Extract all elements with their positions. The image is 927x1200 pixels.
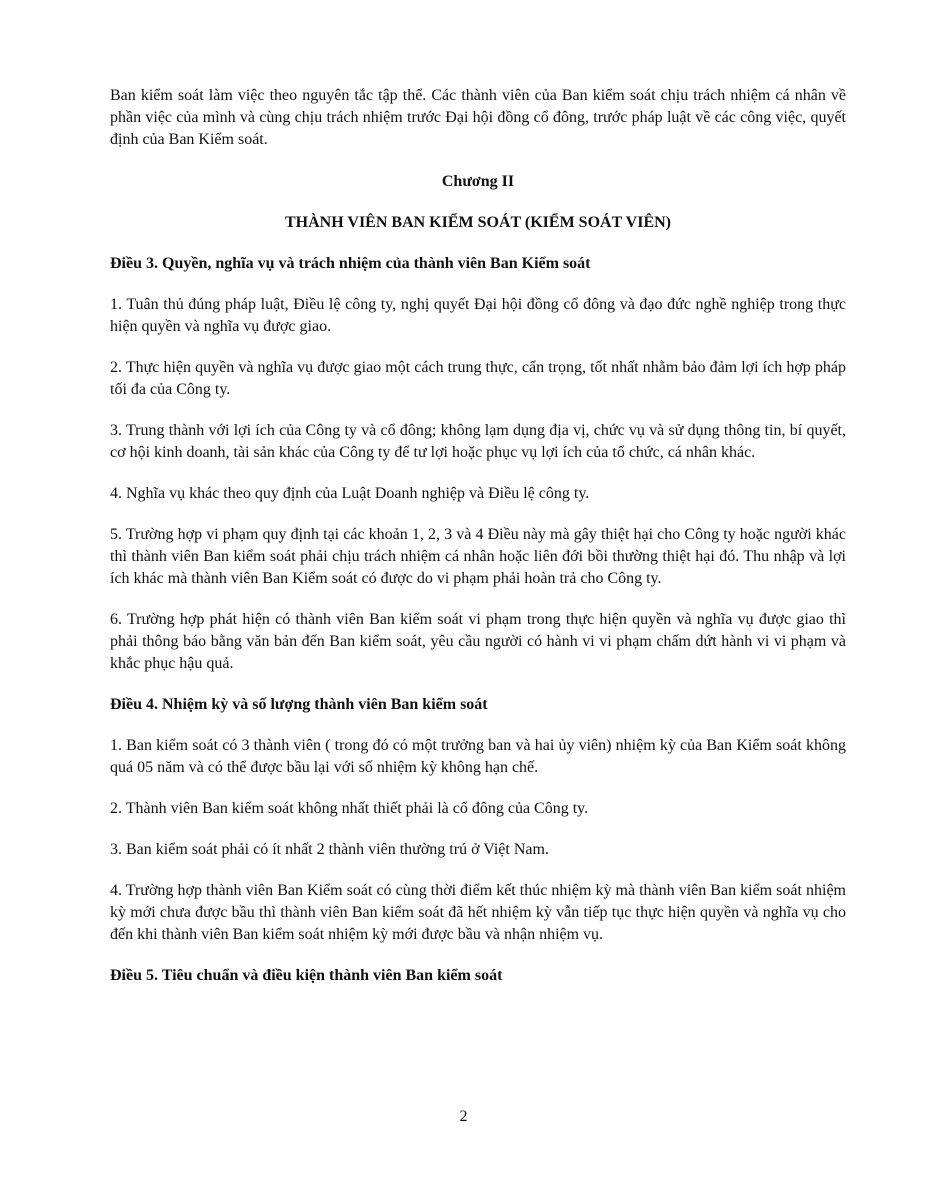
chapter-label: Chương II — [441, 173, 515, 190]
article-3-clause-1: 1. Tuân thủ đúng pháp luật, Điều lệ công ty, nghị quyết Đại hội đồng cổ đông và đạo đức nghề nghiệp trong thực hiện quyền và nghĩa vụ được giao. — [110, 296, 846, 335]
article-3-clause-4: 4. Nghĩa vụ khác theo quy định của Luật Doanh nghiệp và Điều lệ công ty. — [110, 485, 590, 502]
article-3-clause-2: 2. Thực hiện quyền và nghĩa vụ được giao một cách trung thực, cẩn trọng, tốt nhất nhằm bảo đảm lợi ích hợp pháp tối đa của Công ty. — [110, 359, 846, 398]
article-4-clause-1: 1. Ban kiểm soát có 3 thành viên ( trong đó có một trưởng ban và hai ủy viên) nhiệm kỳ của Ban Kiểm soát không quá 05 năm và có thể được bầu lại với số nhiệm kỳ không hạn chế. — [110, 737, 846, 776]
page-content — [110, 85, 846, 1006]
article-4-clause-2: 2. Thành viên Ban kiểm soát không nhất thiết phải là cổ đông của Công ty. — [110, 800, 589, 817]
article-3-heading: Điều 3. Quyền, nghĩa vụ và trách nhiệm của thành viên Ban Kiểm soát — [110, 255, 591, 272]
chapter-title: THÀNH VIÊN BAN KIỂM SOÁT (KIỂM SOÁT VIÊN) — [285, 214, 671, 231]
page-number: 2 — [459, 1108, 468, 1125]
article-5-heading: Điều 5. Tiêu chuẩn và điều kiện thành viên Ban kiểm soát — [110, 967, 503, 984]
article-3-clause-3: 3. Trung thành với lợi ích của Công ty và cổ đông; không lạm dụng địa vị, chức vụ và sử dụng thông tin, bí quyết, cơ hội kinh doanh, tài sản khác của Công ty để tư lợi hoặc phục vụ lợi ích của tổ chức, cá nhân khác. — [110, 422, 846, 461]
article-4-clause-4: 4. Trường hợp thành viên Ban Kiểm soát có cùng thời điểm kết thúc nhiệm kỳ mà thành viên Ban kiểm soát nhiệm kỳ mới chưa được bầu thì thành viên Ban kiểm soát đã hết nhiệm kỳ vẫn tiếp tục thực hiện quyền và nghĩa vụ cho đến khi thành viên Ban kiểm soát nhiệm kỳ mới được bầu và nhận nhiệm vụ. — [110, 882, 846, 943]
article-3-clause-5: 5. Trường hợp vi phạm quy định tại các khoản 1, 2, 3 và 4 Điều này mà gây thiệt hại cho Công ty hoặc người khác thì thành viên Ban kiểm soát phải chịu trách nhiệm cá nhân hoặc liên đới bồi thường thiệt hại đó. Thu nhập và lợi ích khác mà thành viên Ban Kiểm soát có được do vi phạm phải hoàn trả cho Công ty. — [110, 526, 846, 587]
article-4-heading: Điều 4. Nhiệm kỳ và số lượng thành viên Ban kiểm soát — [110, 696, 488, 713]
article-4-clause-3: 3. Ban kiểm soát phải có ít nhất 2 thành viên thường trú ở Việt Nam. — [110, 841, 549, 858]
intro-paragraph: Ban kiểm soát làm việc theo nguyên tắc tập thể. Các thành viên của Ban kiểm soát chịu trách nhiệm cá nhân về phần việc của mình và cùng chịu trách nhiệm trước Đại hội đồng cổ đông, trước pháp luật về các công việc, quyết định của Ban Kiểm soát. — [110, 87, 846, 148]
article-3-clause-6: 6. Trường hợp phát hiện có thành viên Ban kiểm soát vi phạm trong thực hiện quyền và nghĩa vụ được giao thì phải thông báo bằng văn bản đến Ban kiểm soát, yêu cầu người có hành vi vi phạm chấm dứt hành vi vi phạm và khắc phục hậu quả. — [110, 611, 846, 672]
